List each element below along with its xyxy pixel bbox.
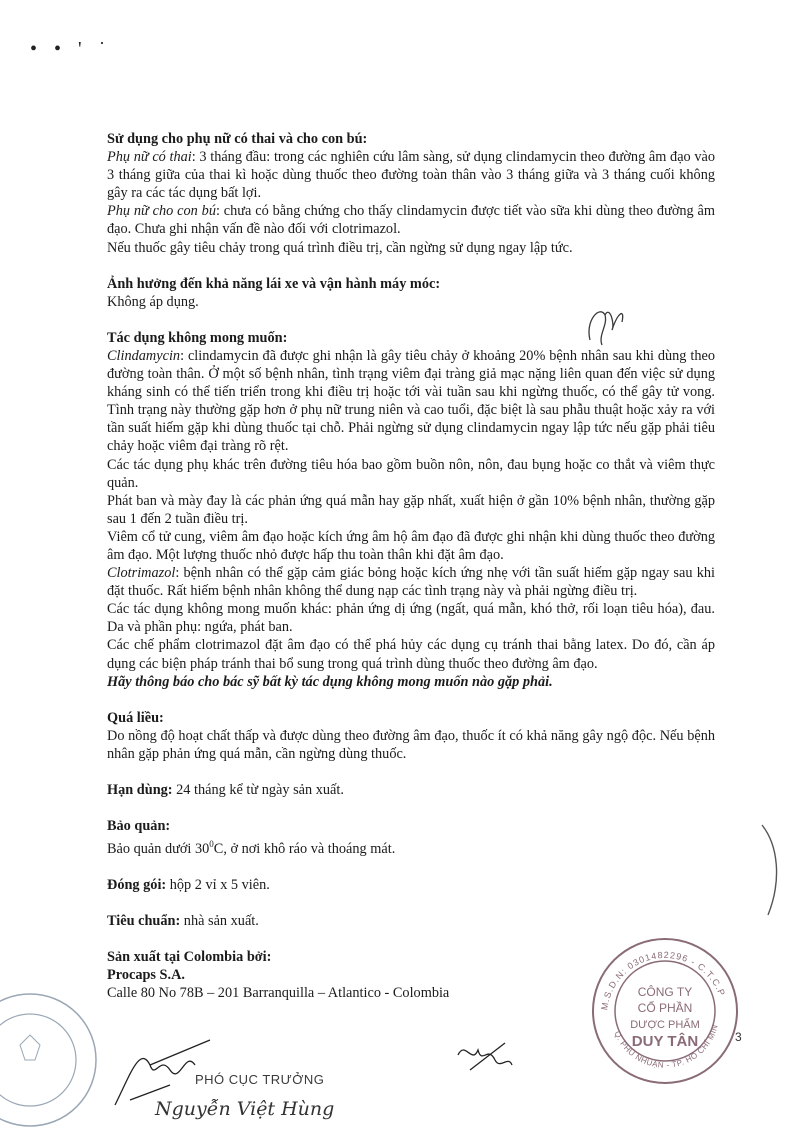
signature-title: PHÓ CỤC TRƯỞNG xyxy=(195,1072,325,1087)
diarrhea-note: Nếu thuốc gây tiêu chảy trong quá trình điều trị, cần ngừng sử dụng ngay lập tức. xyxy=(107,239,573,256)
signature-name: Nguyễn Việt Hùng xyxy=(155,1098,335,1120)
clotrimazol-text: : bệnh nhân có thể gặp cảm giác bỏng hoặc kích ứng nhẹ với tần suất hiếm gặp ngay sau khi đặt thuốc. Rất hiếm bệnh nhân không thể dung nạp các tình trạng này và phải ngừng điều trị. xyxy=(107,565,715,600)
manufacturer-address: Calle 80 No 78B – 201 Barranquilla – Atlantico - Colombia xyxy=(107,985,450,1002)
stamp-ring-text: M.S.D.N: 0301482296 - C.T.C.P xyxy=(599,949,728,1011)
driving-text: Không áp dụng. xyxy=(107,293,199,310)
document-body xyxy=(107,130,715,1003)
nursing-paragraph xyxy=(107,202,715,238)
storage-heading: Bảo quản: xyxy=(107,818,171,835)
clindamycin-text: : clindamycin đã được ghi nhận là gây tiêu chảy ở khoảng 20% bệnh nhân sau khi dùng theo đường toàn thân. Ở một số bệnh nhân, tình trạng viêm đại tràng giả mạc nặng liên quan đến việc sử dụng kháng sinh có thể tiến triển trong khi điều trị hoặc tới vài tuần sau khi ngừng thuốc, có thể gây tử vong. Tình trạng này thường gặp hơn ở phụ nữ trung niên và cao tuổi, đặc biệt là sau phẫu thuật hoặc xảy ra với tần suất hiếm gặp khi dùng thuốc tại chỗ. Phải ngừng sử dụng clindamycin ngay lập tức nếu gặp phải tiêu chảy hoặc viêm đại tràng rõ rệt. xyxy=(107,347,715,455)
gi-effects-paragraph: Các tác dụng phụ khác trên đường tiêu hóa bao gồm buồn nôn, nôn, đau bụng hoặc co thắt và viêm thực quản. xyxy=(107,456,715,491)
margin-curve xyxy=(760,820,790,920)
page-number: 3 xyxy=(735,1030,742,1044)
packaging xyxy=(107,876,715,894)
packaging-label: Đóng gói: xyxy=(107,877,167,894)
storage-text: Bảo quản dưới $30^0C$, ở nơi khô ráo và thoáng mát. xyxy=(107,839,396,857)
standard-label: Tiêu chuẩn: xyxy=(107,913,181,930)
degree-superscript: 0 xyxy=(209,839,214,850)
standard-text: nhà sản xuất. xyxy=(180,913,259,930)
shelf-life-text: 24 tháng kể từ ngày sản xuất. xyxy=(172,782,344,798)
stamp-line-2: CỔ PHẦN xyxy=(637,1001,693,1015)
side-effects-heading: Tác dụng không mong muốn: xyxy=(107,329,288,346)
scan-marks: • • ' ˙ xyxy=(30,38,112,60)
stamp-line-3: DƯỢC PHẨM xyxy=(630,1019,700,1031)
clotrimazol-paragraph xyxy=(107,564,715,600)
vaginitis-paragraph: Viêm cổ tử cung, viêm âm đạo hoặc kích ứng âm hộ âm đạo đã được ghi nhận khi dùng thuốc theo đường âm đạo. Một lượng thuốc nhỏ được hấp thu toàn thân khi đặt âm đạo. xyxy=(107,528,715,563)
manufacturer-company: Procaps S.A. xyxy=(107,967,185,984)
clotrimazol-label: Clotrimazol xyxy=(107,565,176,582)
overdose-text: Do nồng độ hoạt chất thấp và được dùng theo đường âm đạo, thuốc ít có khả năng gây ngộ độc. Nếu bệnh nhân gặp phản ứng quá mẫn, cần ngừng dùng thuốc. xyxy=(107,727,715,762)
driving-heading: Ảnh hưởng đến khả năng lái xe và vận hành máy móc: xyxy=(107,275,441,292)
overdose-heading: Quá liều: xyxy=(107,709,164,726)
stamp-ring-bottom: Q. PHÚ NHUẬN - TP. HỒ CHÍ MINH xyxy=(586,929,720,1070)
company-stamp xyxy=(586,929,740,1086)
manufacturer-heading: Sản xuất tại Colombia bởi: xyxy=(107,949,272,966)
nursing-label: Phụ nữ cho con bú xyxy=(107,203,216,220)
packaging-text: hộp 2 vỉ x 5 viên. xyxy=(166,877,270,894)
pregnant-label: Phụ nữ có thai xyxy=(107,149,192,166)
handwritten-mark xyxy=(450,1035,520,1080)
ministry-seal xyxy=(0,990,100,1130)
latex-paragraph: Các chế phẩm clotrimazol đặt âm đạo có thể phá hủy các dụng cụ tránh thai bằng latex. Do đó, cần áp dụng các biện pháp tránh thai bổ sung trong quá trình dùng thuốc theo đường âm đạo. xyxy=(107,637,715,672)
clindamycin-paragraph xyxy=(107,347,715,456)
standard xyxy=(107,912,715,930)
stamp-line-1: CÔNG TY xyxy=(637,985,693,999)
stamp-line-4: DUY TÂN xyxy=(631,1033,699,1050)
shelf-life xyxy=(107,781,715,799)
nursing-text: : chưa có bằng chứng cho thấy clindamycin được tiết vào sữa khi dùng theo đường âm đạo. Chưa ghi nhận vấn đề nào đối với clotrimazol. xyxy=(107,203,716,238)
notice-text: Hãy thông báo cho bác sỹ bất kỳ tác dụng không mong muốn nào gặp phải. xyxy=(107,673,553,690)
clindamycin-label: Clindamycin xyxy=(107,347,181,364)
other-effects-paragraph: Các tác dụng không mong muốn khác: phản ứng dị ứng (ngất, quá mẫn, khó thở, rối loạn tiêu hóa), đau. Da và phần phụ: ngứa, phát ban. xyxy=(107,601,715,636)
rash-paragraph: Phát ban và mày đay là các phản ứng quá mẫn hay gặp nhất, xuất hiện ở gần 10% bệnh nhân, thường gặp sau 1 đến 2 tuần điều trị. xyxy=(107,492,715,527)
pregnancy-paragraph xyxy=(107,148,715,202)
shelf-life-label: Hạn dùng: xyxy=(107,782,173,798)
pregnancy-heading: Sử dụng cho phụ nữ có thai và cho con bú: xyxy=(107,131,368,147)
pregnant-text: : 3 tháng đầu: trong các nghiên cứu lâm sàng, sử dụng clindamycin theo đường âm đạo vào 3 tháng giữa của thai kì hoặc dùng thuốc theo đường toàn thân vào 3 tháng giữa và 3 tháng cuối không gây ra các tác dụng bất lợi. xyxy=(107,149,716,202)
initials-signature xyxy=(580,300,640,350)
